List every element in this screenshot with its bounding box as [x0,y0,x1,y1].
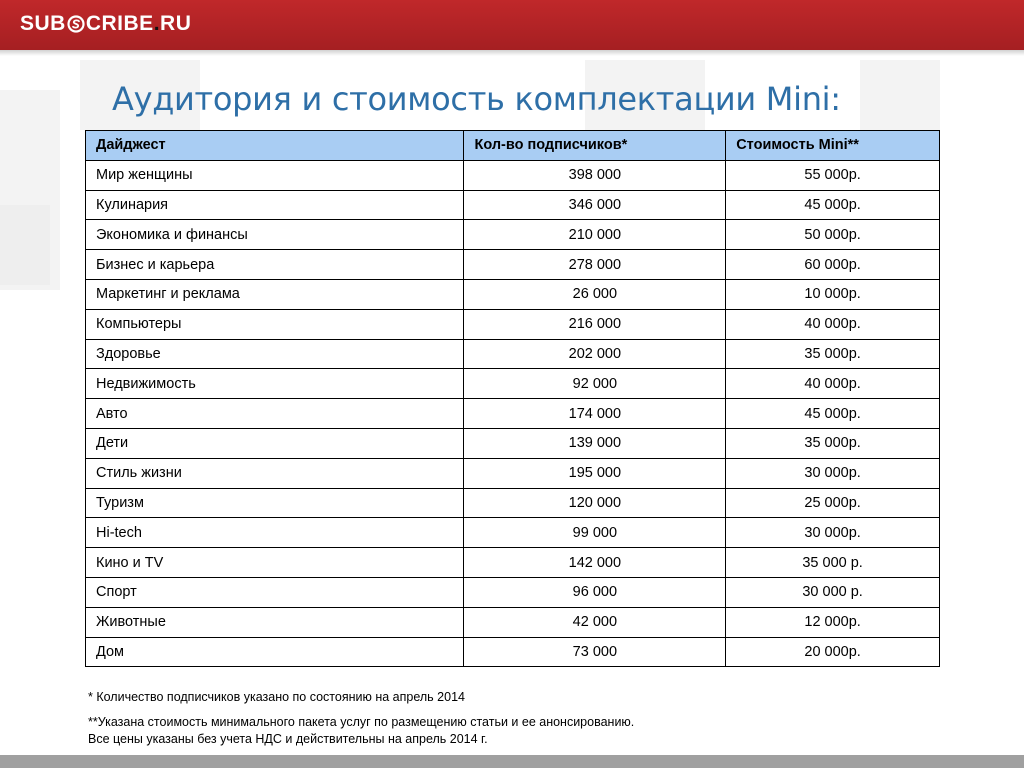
subscribers-cell: 99 000 [464,518,726,548]
price-cell: 25 000р. [726,488,940,518]
subscribers-cell: 210 000 [464,220,726,250]
subscribers-cell: 26 000 [464,279,726,309]
price-cell: 30 000р. [726,518,940,548]
column-header-digest: Дайджест [86,131,464,161]
page-title: Аудитория и стоимость комплектации Mini: [112,80,841,118]
subscribers-cell: 42 000 [464,607,726,637]
table-header-row [86,131,940,161]
price-cell: 55 000р. [726,160,940,190]
digest-name-cell: Hi-tech [86,518,464,548]
digest-name-cell: Спорт [86,577,464,607]
table-row [86,160,940,190]
subscribers-cell: 216 000 [464,309,726,339]
price-cell: 35 000р. [726,339,940,369]
subscribe-logo[interactable] [20,11,191,37]
table-row [86,637,940,667]
table-row [86,279,940,309]
background-shape [860,60,940,130]
table-row [86,428,940,458]
digest-name-cell: Авто [86,399,464,429]
table-row [86,250,940,280]
price-cell: 35 000р. [726,428,940,458]
logo-text-cribe: CRIBE [85,12,154,35]
price-cell: 30 000р. [726,458,940,488]
price-cell: 60 000р. [726,250,940,280]
subscribers-cell: 174 000 [464,399,726,429]
price-cell: 40 000р. [726,309,940,339]
subscribers-cell: 278 000 [464,250,726,280]
table-row [86,339,940,369]
footnotes [88,689,634,748]
table-row [86,548,940,578]
price-cell: 45 000р. [726,190,940,220]
table-row [86,577,940,607]
bottom-bar [0,755,1024,768]
digest-name-cell: Экономика и финансы [86,220,464,250]
table-row [86,369,940,399]
digest-name-cell: Бизнес и карьера [86,250,464,280]
column-header-price: Стоимость Mini** [726,131,940,161]
subscribers-cell: 73 000 [464,637,726,667]
subscribers-cell: 92 000 [464,369,726,399]
digest-name-cell: Компьютеры [86,309,464,339]
subscribers-cell: 142 000 [464,548,726,578]
digest-name-cell: Стиль жизни [86,458,464,488]
subscribers-cell: 202 000 [464,339,726,369]
footnote-price-line1: **Указана стоимость минимального пакета услуг по размещению статьи и ее анонсированию. [88,715,635,729]
column-header-subscribers: Кол-во подписчиков* [464,131,726,161]
digest-name-cell: Кулинария [86,190,464,220]
digest-name-cell: Здоровье [86,339,464,369]
subscribers-cell: 195 000 [464,458,726,488]
logo-s-icon [67,15,85,33]
logo-text-sub: SUB [20,12,66,35]
digest-name-cell: Кино и TV [86,548,464,578]
header-shadow [0,50,1024,56]
digest-name-cell: Мир женщины [86,160,464,190]
subscribers-cell: 139 000 [464,428,726,458]
price-cell: 35 000 р. [726,548,940,578]
subscribers-cell: 96 000 [464,577,726,607]
logo-dot: . [153,12,161,35]
background-shape [0,205,50,285]
table-row [86,488,940,518]
table-row [86,458,940,488]
subscribers-cell: 398 000 [464,160,726,190]
pricing-table [85,130,940,667]
table-row [86,607,940,637]
digest-name-cell: Животные [86,607,464,637]
price-cell: 40 000р. [726,369,940,399]
logo-text-ru: RU [160,12,192,35]
digest-name-cell: Недвижимость [86,369,464,399]
price-cell: 45 000р. [726,399,940,429]
price-cell: 20 000р. [726,637,940,667]
table-row [86,190,940,220]
price-cell: 10 000р. [726,279,940,309]
digest-name-cell: Дом [86,637,464,667]
table-row [86,399,940,429]
price-cell: 50 000р. [726,220,940,250]
price-cell: 30 000 р. [726,577,940,607]
price-cell: 12 000р. [726,607,940,637]
table-row [86,220,940,250]
digest-name-cell: Туризм [86,488,464,518]
table-row [86,518,940,548]
table-row [86,309,940,339]
subscribers-cell: 346 000 [464,190,726,220]
digest-name-cell: Дети [86,428,464,458]
digest-name-cell: Маркетинг и реклама [86,279,464,309]
subscribers-cell: 120 000 [464,488,726,518]
footnote-price-line2: Все цены указаны без учета НДС и действительны на апрель 2014 г. [88,732,488,746]
footnote-subscribers: * Количество подписчиков указано по состоянию на апрель 2014 [88,690,465,704]
